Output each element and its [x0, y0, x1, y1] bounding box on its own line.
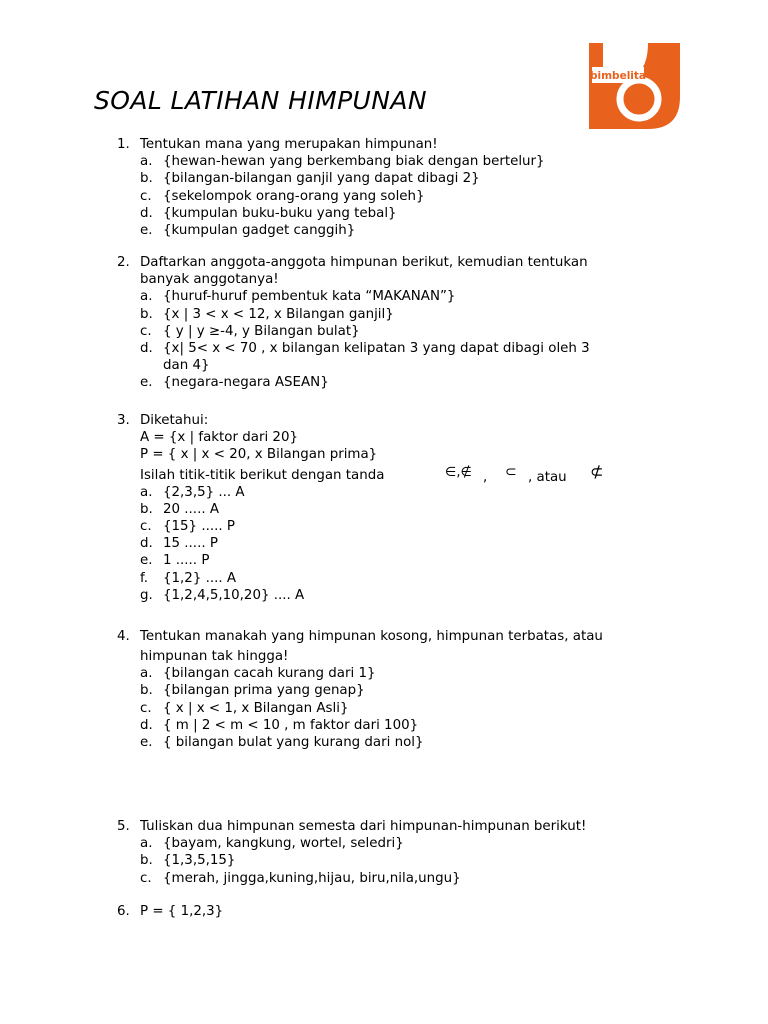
question-number: 1. — [117, 137, 130, 152]
question-number: 2. — [117, 255, 130, 270]
option-text: {kumpulan buku-buku yang tebal} — [163, 205, 397, 221]
option-text: {huruf-huruf pembentuk kata “MAKANAN”} — [163, 289, 456, 305]
question-text: Tentukan manakah yang himpunan kosong, himpunan terbatas, atau — [140, 629, 603, 644]
question-number: 3. — [117, 413, 130, 428]
option-text: {hewan-hewan yang berkembang biak dengan bertelur} — [163, 154, 545, 170]
option-letter: b. — [140, 501, 153, 517]
option-letter: b. — [140, 683, 153, 699]
option-letter: b. — [140, 306, 153, 322]
option-letter: b. — [140, 853, 153, 869]
option-letter: c. — [140, 870, 152, 886]
option-text: {bilangan cacah kurang dari 1} — [163, 666, 376, 682]
set-definition-a: A = {x | faktor dari 20} — [140, 430, 298, 446]
option-text: {2,3,5} ... A — [163, 484, 245, 500]
element-symbols: ∈,∉ — [445, 465, 472, 480]
option-letter: a. — [140, 836, 153, 852]
symbol-separator: , — [483, 470, 488, 485]
svg-text:bimbelita: bimbelita — [590, 70, 646, 82]
option-letter: c. — [140, 700, 152, 716]
option-text: { m | 2 < m < 10 , m faktor dari 100} — [163, 717, 419, 733]
question-text: P = { 1,2,3} — [140, 904, 224, 919]
option-text: {1,3,5,15} — [163, 853, 236, 869]
option-text: {1,2} .... A — [163, 570, 237, 586]
option-letter: e. — [140, 553, 153, 569]
subset-symbol: ⊂ — [505, 464, 517, 480]
option-letter: a. — [140, 484, 153, 500]
option-text: {bilangan prima yang genap} — [163, 683, 365, 699]
question-number: 4. — [117, 629, 130, 644]
not-subset-symbol: ⊄ — [590, 462, 604, 481]
question-text: Daftarkan anggota-anggota himpunan berikut, kemudian tentukan — [140, 255, 588, 270]
option-text: 20 ..... A — [163, 501, 219, 517]
option-text: { x | x < 1, x Bilangan Asli} — [163, 700, 349, 716]
option-letter: d. — [140, 205, 153, 221]
option-text: dan 4} — [163, 358, 210, 374]
option-letter: e. — [140, 375, 153, 391]
option-letter: a. — [140, 154, 153, 170]
instruction-text: Isilah titik-titik berikut dengan tanda — [140, 467, 385, 483]
option-letter: a. — [140, 666, 153, 682]
option-letter: c. — [140, 188, 152, 204]
question-number: 5. — [117, 819, 130, 834]
option-letter: c. — [140, 323, 152, 339]
option-letter: b. — [140, 171, 153, 187]
option-text: { bilangan bulat yang kurang dari nol} — [163, 734, 424, 750]
question-text: banyak anggotanya! — [140, 272, 279, 288]
option-text: {negara-negara ASEAN} — [163, 375, 329, 391]
symbol-atau: , atau — [528, 470, 567, 485]
option-text: 15 ..... P — [163, 536, 218, 552]
option-text: {merah, jingga,kuning,hijau, biru,nila,ungu} — [163, 870, 461, 886]
option-letter: a. — [140, 289, 153, 305]
option-letter: d. — [140, 536, 153, 552]
question-text: Diketahui: — [140, 413, 209, 428]
option-letter: c. — [140, 518, 152, 534]
option-letter: d. — [140, 340, 153, 356]
question-text: Tuliskan dua himpunan semesta dari himpunan-himpunan berikut! — [140, 819, 587, 834]
question-number: 6. — [117, 904, 130, 919]
option-text: {15} ..... P — [163, 518, 235, 534]
option-text: {x| 5< x < 70 , x bilangan kelipatan 3 yang dapat dibagi oleh 3 — [163, 340, 590, 356]
option-text: {1,2,4,5,10,20} .... A — [163, 587, 305, 603]
option-text: {sekelompok orang-orang yang soleh} — [163, 188, 425, 204]
option-text: 1 ..... P — [163, 553, 210, 569]
option-letter: e. — [140, 222, 153, 238]
option-text: {bilangan-bilangan ganjil yang dapat dibagi 2} — [163, 171, 480, 187]
option-letter: e. — [140, 734, 153, 750]
option-letter: g. — [140, 587, 153, 603]
option-letter: d. — [140, 717, 153, 733]
question-text: Tentukan mana yang merupakan himpunan! — [140, 137, 438, 152]
option-text: {bayam, kangkung, wortel, seledri} — [163, 836, 404, 852]
option-text: { y | y ≥-4, y Bilangan bulat} — [163, 323, 360, 339]
set-definition-p: P = { x | x < 20, x Bilangan prima} — [140, 447, 378, 463]
option-text: {kumpulan gadget canggih} — [163, 222, 356, 238]
bimbelita-logo — [589, 43, 680, 129]
option-letter: f. — [140, 570, 148, 586]
page-title: SOAL LATIHAN HIMPUNAN — [94, 86, 427, 115]
question-text: himpunan tak hingga! — [140, 649, 289, 665]
option-text: {x | 3 < x < 12, x Bilangan ganjil} — [163, 306, 394, 322]
